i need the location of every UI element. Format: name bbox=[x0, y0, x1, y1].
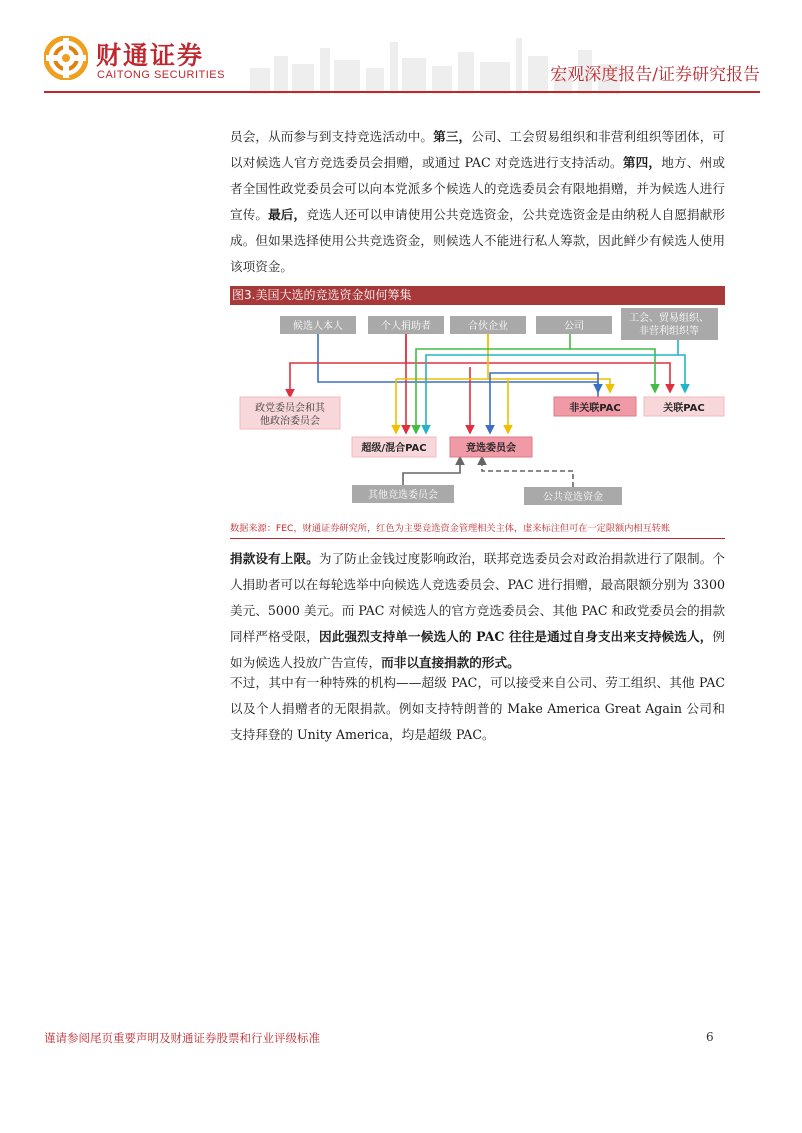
flow-public-fund-to-campaign bbox=[482, 457, 573, 487]
node-company bbox=[536, 316, 612, 334]
caitong-logo-icon bbox=[44, 36, 88, 80]
node-partnership bbox=[450, 316, 526, 334]
flow-unions-to-connected-pac bbox=[678, 355, 685, 392]
bold-text-run: 最后， bbox=[268, 207, 307, 222]
text-run: 竞选人还可以申请使用公共竞选资金，公共竞选资金是由纳税人自愿捐献形成。但如果选择使用公共竞选资金，则候选人不能进行私人筹款，因此鲜少有候选人使用该项资金。 bbox=[230, 207, 726, 274]
page-number: 6 bbox=[706, 1030, 714, 1044]
text-run: 公司、工会贸易组织和非营利组织等团体，可以对候选人官方竞选委员会捐赠，或通过 PAC 对竞选进行支持活动。 bbox=[230, 129, 726, 170]
node-nonconnected-pac bbox=[554, 397, 636, 416]
svg-text:非关联PAC: 非关联PAC bbox=[569, 403, 621, 414]
node-campaign-committee bbox=[450, 437, 532, 457]
svg-text:候选人本人: 候选人本人 bbox=[293, 321, 343, 332]
bold-text-run: 而非以直接捐款的形式。 bbox=[381, 655, 520, 670]
text-run: 不过，其中有一种特殊的机构——超级 PAC，可以接受来自公司、劳工组织、其他 PAC 以及个人捐赠者的无限捐款。例如支持特朗普的 Make America Great Again 公司和支持拜登的 Unity America，均是超级 PAC。 bbox=[230, 675, 725, 742]
node-individual-donor bbox=[368, 316, 444, 334]
svg-text:个人捐助者: 个人捐助者 bbox=[381, 321, 431, 332]
figure-title: 图3.美国大选的竞选资金如何筹集 bbox=[230, 286, 725, 305]
bold-text-run: 第三， bbox=[433, 129, 472, 144]
text-run: 地方、州或者全国性政党委员会可以向本党派多个候选人的竞选委员会有限地捐赠，并为候选人进行宣传。 bbox=[230, 155, 726, 222]
node-candidate bbox=[280, 316, 356, 334]
company-name-en: CAITONG SECURITIES bbox=[97, 69, 225, 81]
svg-text:关联PAC: 关联PAC bbox=[663, 403, 705, 414]
paragraph-funding-sources bbox=[230, 124, 725, 280]
node-connected-pac bbox=[644, 397, 724, 416]
page-header bbox=[0, 0, 802, 104]
node-public-fund bbox=[524, 487, 622, 505]
bold-text-run: 因此强烈支持单一候选人的 PAC 往往是通过自身支出来支持候选人， bbox=[319, 629, 713, 644]
bold-text-run: 捐款设有上限。 bbox=[230, 551, 319, 566]
svg-text:公共竞选资金: 公共竞选资金 bbox=[543, 492, 603, 503]
paragraph-donation-limits bbox=[230, 546, 725, 676]
node-super-pac bbox=[352, 437, 436, 457]
header-divider bbox=[44, 91, 760, 93]
text-run: 例如为候选人投放广告宣传， bbox=[230, 629, 725, 670]
footer-disclaimer: 谨请参阅尾页重要声明及财通证券股票和行业评级标准 bbox=[44, 1031, 320, 1045]
svg-text:工会、贸易组织、: 工会、贸易组织、 bbox=[629, 313, 709, 324]
figure-source: 数据来源：FEC，财通证券研究所，红色为主要竞选资金管理相关主体，虚来标注但可在一定限额内相互转账 bbox=[230, 523, 671, 534]
text-run: 为了防止金钱过度影响政治，联邦竞选委员会对政治捐款进行了限制。个人捐助者可以在每轮选举中向候选人竞选委员会、PAC 进行捐赠，最高限额分别为 3300 美元、5000 美元。而 PAC 对候选人的官方竞选委员会、其他 PAC 和政党委员会的捐款同样严格受限， bbox=[230, 551, 726, 644]
company-name-cn: 财通证券 bbox=[96, 41, 205, 70]
node-other-committee bbox=[352, 485, 454, 503]
node-party-committee bbox=[240, 397, 340, 429]
paragraph-super-pac bbox=[230, 670, 725, 748]
svg-text:公司: 公司 bbox=[564, 321, 584, 332]
figure-divider bbox=[230, 538, 725, 539]
funding-flow-diagram bbox=[230, 305, 725, 517]
svg-text:他政治委员会: 他政治委员会 bbox=[260, 416, 320, 427]
bold-text-run: 第四， bbox=[622, 155, 662, 170]
svg-text:政党委员会和其: 政党委员会和其 bbox=[255, 403, 325, 414]
svg-text:竞选委员会: 竞选委员会 bbox=[466, 443, 516, 454]
flow-company-to-super-pac bbox=[416, 334, 570, 433]
svg-text:合伙企业: 合伙企业 bbox=[468, 321, 508, 332]
svg-text:其他竞选委员会: 其他竞选委员会 bbox=[368, 490, 438, 501]
flow-individual-to-connected-pac bbox=[406, 363, 670, 392]
flow-partnership-to-nonconnected bbox=[396, 379, 610, 392]
flow-unions-to-super-pac bbox=[426, 340, 678, 433]
report-type-label: 宏观深度报告/证券研究报告 bbox=[550, 65, 760, 85]
flow-individual-to-party bbox=[290, 334, 406, 397]
svg-text:超级/混合PAC: 超级/混合PAC bbox=[361, 443, 427, 454]
text-run: 员会，从而参与到支持竞选活动中。 bbox=[230, 129, 434, 144]
node-unions bbox=[621, 308, 718, 340]
svg-text:非营利组织等: 非营利组织等 bbox=[639, 326, 699, 337]
